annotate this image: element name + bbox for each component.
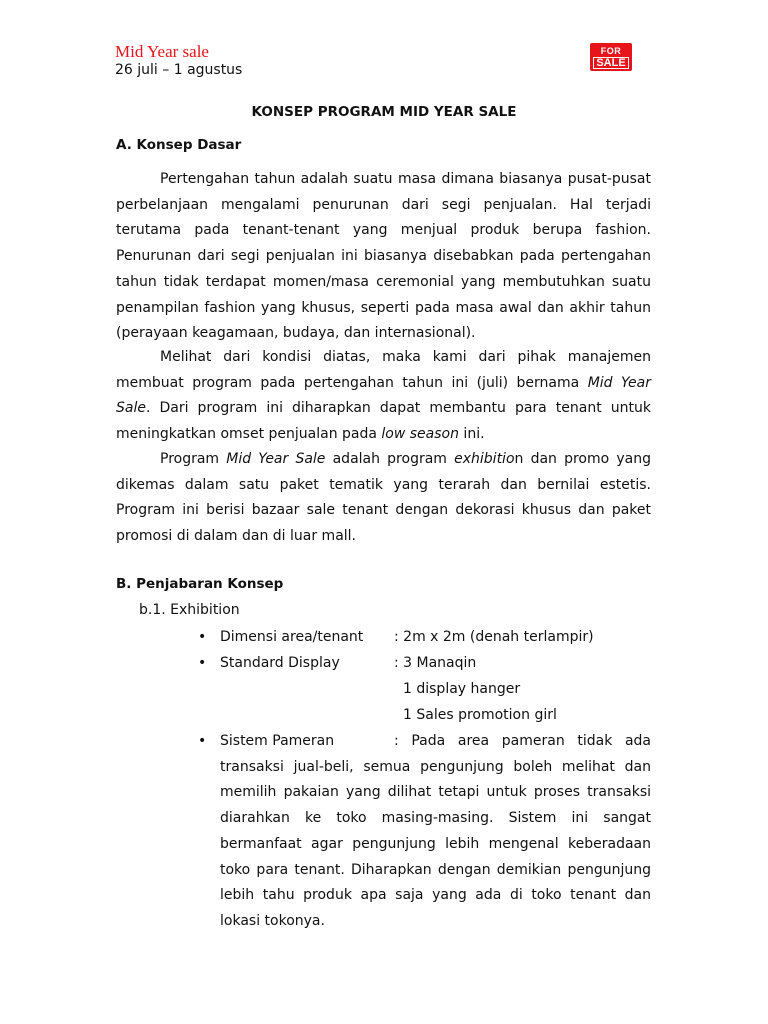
logo-line-2: SALE (593, 57, 628, 69)
item-label-dimensi: Dimensi area/tenant (220, 629, 364, 645)
paragraph-2: Melihat dari kondisi diatas, maka kami dari pihak manajemen membuat program pada pertengahan tahun ini (juli) bernama Mid Year Sale. Dari program ini diharapkan dapat membantu para tenant untuk meningkatkan omset penjualan pada low season ini. (116, 349, 651, 443)
bullet-dimensi: • (198, 629, 207, 645)
item-extra-sales-promotion: 1 Sales promotion girl (403, 707, 557, 723)
bullet-sistem-pameran: • (198, 733, 207, 749)
section-a-heading: A. Konsep Dasar (116, 137, 242, 153)
for-sale-logo (590, 43, 632, 71)
item-value-standard-display: : 3 Manaqin (394, 655, 477, 671)
paragraph-1: Pertengahan tahun adalah suatu masa dimana biasanya pusat-pusat perbelanjaan mengalami penurunan dari segi penjualan. Hal terjadi terutama pada tenant-tenant yang menjual produk berupa fashion. Penurunan dari segi penjualan ini biasanya disebabkan pada pertengahan tahun tidak terdapat momen/masa ceremonial yang membutuhkan suatu penampilan fashion yang khusus, seperti pada masa awal dan akhir tahun (perayaan keagamaan, budaya, dan internasional). (116, 171, 651, 342)
item-extra-display-hanger: 1 display hanger (403, 681, 521, 697)
subsection-exhibition: b.1. Exhibition (139, 602, 240, 618)
item-value-dimensi: : 2m x 2m (denah terlampir) (394, 629, 594, 645)
logo-line-1: FOR (600, 45, 622, 56)
item-value-sistem-pameran: : Pada area pameran tidak ada transaksi jual-beli, semua pengunjung boleh melihat dan memilih pakaian yang dilihat tetapi untuk proses transaksi diarahkan ke toko masing-masing. Sistem ini sangat bermanfaat agar pengunjung lebih mengenal keberadaan toko para tenant. Diharapkan dengan demikian pengunjung lebih tahu produk apa saja yang ada di toko tenant dan lokasi tokonya. (220, 733, 651, 929)
header-dates: 26 juli – 1 agustus (115, 62, 243, 78)
paragraph-3: Program Mid Year Sale adalah program exhibition dan promo yang dikemas dalam satu paket tematik yang terarah dan bernilai estetis. Program ini berisi bazaar sale tenant dengan dekorasi khusus dan paket promosi di dalam dan di luar mall. (116, 451, 652, 545)
header-title: Mid Year sale (115, 42, 209, 61)
item-label-standard-display: Standard Display (220, 655, 340, 671)
item-label-sistem-pameran: Sistem Pameran (220, 733, 335, 749)
section-b-heading: B. Penjabaran Konsep (116, 576, 284, 592)
bullet-standard-display: • (198, 655, 207, 671)
item-sistem-pameran (220, 729, 651, 935)
document-title: KONSEP PROGRAM MID YEAR SALE (251, 104, 517, 120)
